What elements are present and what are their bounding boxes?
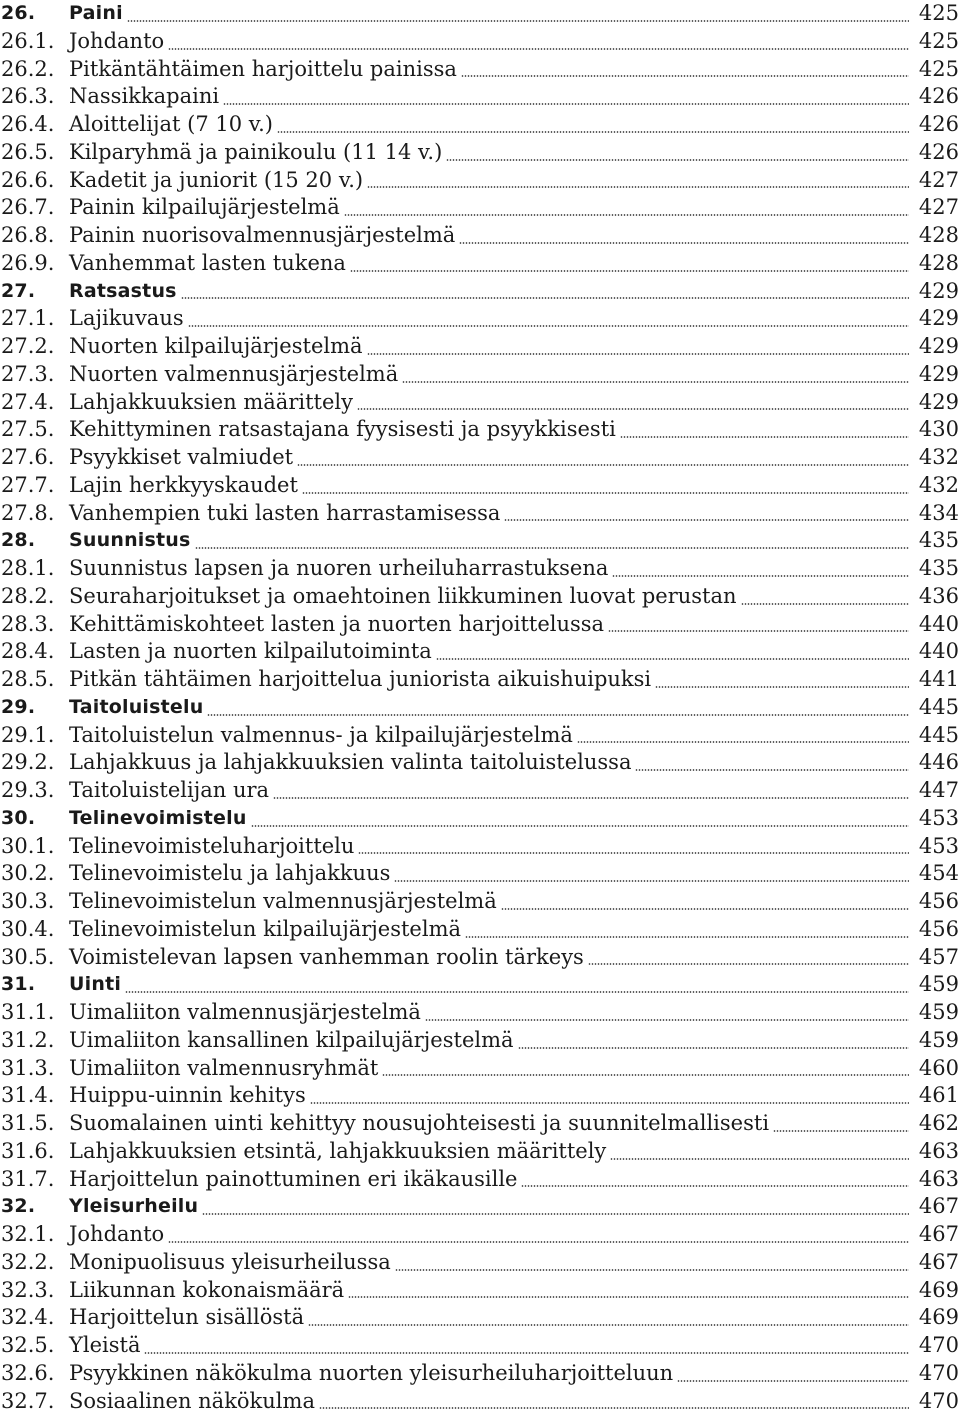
dot-leader (367, 186, 909, 188)
toc-entry-title: Yleistä (69, 1332, 144, 1360)
toc-entry-title: Sosiaalinen näkökulma (69, 1388, 319, 1415)
toc-section-42[interactable] (0, 1166, 960, 1194)
dot-leader (357, 408, 909, 410)
dot-leader (465, 936, 909, 938)
toc-entry-title: Psyykkiset valmiudet (69, 444, 297, 472)
toc-entry-number: 32.4. (0, 1304, 69, 1332)
toc-section-11[interactable] (0, 305, 960, 333)
dot-leader (677, 1380, 909, 1382)
dot-leader (207, 714, 909, 716)
toc-entry-number: 26.6. (0, 167, 69, 195)
toc-entry-title: Kadetit ja juniorit (15 20 v.) (69, 167, 367, 195)
dot-leader (344, 214, 909, 216)
toc-entry-title: Uimaliiton valmennusjärjestelmä (69, 999, 425, 1027)
toc-section-47[interactable] (0, 1304, 960, 1332)
toc-entry-page: 429 (917, 361, 960, 389)
toc-section-38[interactable] (0, 1055, 960, 1083)
toc-entry-page: 469 (917, 1304, 960, 1332)
toc-entry-number: 28.2. (0, 583, 69, 611)
toc-section-44[interactable] (0, 1221, 960, 1249)
toc-section-39[interactable] (0, 1082, 960, 1110)
toc-entry-number: 27.5. (0, 416, 69, 444)
toc-entry-number: 27.6. (0, 444, 69, 472)
toc-entry-page: 463 (917, 1166, 960, 1194)
toc-entry-title: Lahjakkuus ja lahjakkuuksien valinta taitoluistelussa (69, 749, 635, 777)
toc-entry-title: Pitkäntähtäimen harjoittelu painissa (69, 56, 461, 84)
toc-entry-title: Kehittyminen ratsastajana fyysisesti ja psyykkisesti (69, 416, 620, 444)
toc-entry-page: 460 (917, 1055, 960, 1083)
toc-entry-title: Vanhempien tuki lasten harrastamisessa (69, 500, 504, 528)
toc-entry-title: Liikunnan kokonaismäärä (69, 1277, 348, 1305)
toc-entry-title: Voimistelevan lapsen vanhemman roolin tärkeys (69, 944, 588, 972)
dot-leader (188, 325, 909, 327)
dot-leader (741, 603, 909, 605)
toc-section-24[interactable] (0, 666, 960, 694)
toc-entry-page: 428 (917, 222, 960, 250)
toc-entry-page: 427 (917, 167, 960, 195)
toc-section-26[interactable] (0, 722, 960, 750)
toc-entry-page: 432 (917, 472, 960, 500)
toc-entry-page: 445 (917, 722, 960, 750)
dot-leader (382, 1074, 909, 1076)
toc-entry-page: 461 (917, 1082, 960, 1110)
toc-entry-page: 430 (917, 416, 960, 444)
toc-entry-title: Johdanto (69, 1221, 168, 1249)
toc-entry-number: 31.3. (0, 1055, 69, 1083)
toc-chapter-0[interactable] (0, 0, 960, 28)
toc-entry-number: 26.7. (0, 194, 69, 222)
dot-leader (319, 1407, 909, 1409)
toc-entry-title: Vanhemmat lasten tukena (69, 250, 350, 278)
toc-chapter-43[interactable] (0, 1193, 960, 1221)
toc-entry-title: Nuorten valmennusjärjestelmä (69, 361, 402, 389)
dot-leader (521, 1185, 909, 1187)
toc-entry-title: Nuorten kilpailujärjestelmä (69, 333, 367, 361)
toc-entry-number: 30.3. (0, 888, 69, 916)
dot-leader (350, 270, 909, 272)
toc-entry-title: Harjoittelun painottuminen eri ikäkausille (69, 1166, 521, 1194)
dot-leader (612, 575, 909, 577)
toc-entry-title: Uinti (69, 971, 125, 999)
toc-entry-number: 27.7. (0, 472, 69, 500)
toc-entry-page: 434 (917, 500, 960, 528)
dot-leader (394, 880, 909, 882)
toc-entry-number: 31.4. (0, 1082, 69, 1110)
toc-entry-title: Painin nuorisovalmennusjärjestelmä (69, 222, 459, 250)
toc-entry-title: Telinevoimistelun valmennusjärjestelmä (69, 888, 501, 916)
toc-entry-number: 29.2. (0, 749, 69, 777)
dot-leader (436, 658, 909, 660)
toc-section-21[interactable] (0, 583, 960, 611)
toc-section-23[interactable] (0, 638, 960, 666)
toc-entry-title: Telinevoimistelu ja lahjakkuus (69, 860, 394, 888)
toc-entry-page: 435 (917, 527, 960, 555)
toc-entry-number: 31. (0, 971, 69, 999)
dot-leader (308, 1324, 909, 1326)
toc-entry-page: 467 (917, 1193, 960, 1221)
dot-leader (297, 464, 909, 466)
toc-entry-title: Uimaliiton kansallinen kilpailujärjestelmä (69, 1027, 518, 1055)
toc-entry-number: 31.7. (0, 1166, 69, 1194)
toc-entry-title: Monipuolisuus yleisurheilussa (69, 1249, 395, 1277)
toc-chapter-29[interactable] (0, 805, 960, 833)
toc-entry-page: 426 (917, 111, 960, 139)
toc-entry-page: 429 (917, 389, 960, 417)
toc-entry-page: 425 (917, 0, 960, 28)
toc-entry-title: Lahjakkuuksien etsintä, lahjakkuuksien määrittely (69, 1138, 610, 1166)
dot-leader (588, 963, 909, 965)
toc-entry-number: 28.3. (0, 611, 69, 639)
toc-section-13[interactable] (0, 361, 960, 389)
toc-entry-page: 425 (917, 56, 960, 84)
toc-entry-number: 27.2. (0, 333, 69, 361)
toc-entry-title: Painin kilpailujärjestelmä (69, 194, 344, 222)
toc-entry-number: 31.5. (0, 1110, 69, 1138)
dot-leader (277, 131, 909, 133)
toc-entry-number: 30.5. (0, 944, 69, 972)
toc-entry-number: 28.4. (0, 638, 69, 666)
toc-section-49[interactable] (0, 1360, 960, 1388)
toc-entry-page: 435 (917, 555, 960, 583)
dot-leader (501, 908, 909, 910)
toc-section-22[interactable] (0, 611, 960, 639)
toc-section-37[interactable] (0, 1027, 960, 1055)
dot-leader (635, 769, 909, 771)
toc-entry-title: Johdanto (69, 28, 168, 56)
dot-leader (773, 1130, 909, 1132)
toc-entry-page: 440 (917, 611, 960, 639)
toc-entry-page: 427 (917, 194, 960, 222)
dot-leader (310, 1102, 909, 1104)
toc-entry-page: 470 (917, 1388, 960, 1415)
dot-leader (144, 1352, 909, 1354)
toc-entry-number: 28. (0, 527, 69, 555)
toc-entry-title: Taitoluistelu (69, 694, 207, 722)
toc-section-7[interactable] (0, 194, 960, 222)
toc-section-3[interactable] (0, 83, 960, 111)
toc-entry-number: 26.9. (0, 250, 69, 278)
toc-section-45[interactable] (0, 1249, 960, 1277)
toc-entry-page: 470 (917, 1332, 960, 1360)
toc-entry-title: Nassikkapaini (69, 83, 223, 111)
toc-entry-number: 30. (0, 805, 69, 833)
toc-entry-number: 32.6. (0, 1360, 69, 1388)
toc-entry-number: 26.8. (0, 222, 69, 250)
toc-entry-number: 27.3. (0, 361, 69, 389)
toc-entry-page: 469 (917, 1277, 960, 1305)
toc-entry-number: 26.1. (0, 28, 69, 56)
toc-entry-title: Telinevoimisteluharjoittelu (69, 833, 358, 861)
toc-entry-number: 31.6. (0, 1138, 69, 1166)
dot-leader (367, 353, 909, 355)
toc-chapter-19[interactable] (0, 527, 960, 555)
toc-entry-number: 32.2. (0, 1249, 69, 1277)
toc-entry-page: 441 (917, 666, 960, 694)
toc-section-16[interactable] (0, 444, 960, 472)
dot-leader (251, 825, 909, 827)
toc-section-46[interactable] (0, 1277, 960, 1305)
toc-entry-page: 426 (917, 139, 960, 167)
dot-leader (504, 519, 909, 521)
toc-entry-title: Lahjakkuuksien määrittely (69, 389, 357, 417)
dot-leader (223, 103, 909, 105)
toc-entry-page: 447 (917, 777, 960, 805)
toc-entry-number: 32. (0, 1193, 69, 1221)
toc-entry-title: Ratsastus (69, 278, 181, 306)
toc-section-27[interactable] (0, 749, 960, 777)
toc-entry-page: 426 (917, 83, 960, 111)
toc-entry-number: 32.3. (0, 1277, 69, 1305)
dot-leader (655, 686, 909, 688)
dot-leader (195, 547, 909, 549)
dot-leader (358, 852, 909, 854)
toc-entry-page: 440 (917, 638, 960, 666)
toc-section-41[interactable] (0, 1138, 960, 1166)
toc-entry-number: 26.2. (0, 56, 69, 84)
dot-leader (425, 1019, 909, 1021)
toc-entry-number: 32.1. (0, 1221, 69, 1249)
toc-entry-number: 27. (0, 278, 69, 306)
toc-chapter-25[interactable] (0, 694, 960, 722)
toc-entry-number: 27.4. (0, 389, 69, 417)
toc-section-6[interactable] (0, 167, 960, 195)
toc-entry-title: Aloittelijat (7 10 v.) (69, 111, 277, 139)
toc-entry-number: 26.3. (0, 83, 69, 111)
toc-chapter-35[interactable] (0, 971, 960, 999)
toc-entry-title: Telinevoimistelun kilpailujärjestelmä (69, 916, 465, 944)
toc-entry-title: Taitoluistelun valmennus- ja kilpailujärjestelmä (69, 722, 577, 750)
toc-entry-title: Paini (69, 0, 127, 28)
toc-entry-page: 463 (917, 1138, 960, 1166)
toc-section-5[interactable] (0, 139, 960, 167)
toc-section-30[interactable] (0, 833, 960, 861)
toc-entry-title: Taitoluistelijan ura (69, 777, 273, 805)
toc-section-20[interactable] (0, 555, 960, 583)
toc-entry-page: 453 (917, 805, 960, 833)
dot-leader (125, 991, 909, 993)
toc-entry-number: 31.2. (0, 1027, 69, 1055)
dot-leader (168, 48, 909, 50)
dot-leader (610, 1158, 909, 1160)
toc-entry-page: 459 (917, 999, 960, 1027)
toc-entry-number: 26.4. (0, 111, 69, 139)
toc-section-4[interactable] (0, 111, 960, 139)
toc-entry-number: 28.5. (0, 666, 69, 694)
dot-leader (620, 436, 909, 438)
toc-entry-title: Suunnistus (69, 527, 195, 555)
toc-entry-number: 27.1. (0, 305, 69, 333)
toc-entry-page: 462 (917, 1110, 960, 1138)
toc-entry-title: Suomalainen uinti kehittyy nousujohteisesti ja suunnitelmallisesti (69, 1110, 773, 1138)
toc-entry-number: 28.1. (0, 555, 69, 583)
toc-section-36[interactable] (0, 999, 960, 1027)
dot-leader (518, 1047, 909, 1049)
toc-entry-title: Seuraharjoitukset ja omaehtoinen liikkuminen luovat perustan (69, 583, 741, 611)
toc-entry-number: 29.3. (0, 777, 69, 805)
toc-entry-page: 470 (917, 1360, 960, 1388)
toc-entry-number: 29.1. (0, 722, 69, 750)
toc-entry-title: Lajin herkkyyskaudet (69, 472, 302, 500)
toc-entry-page: 429 (917, 278, 960, 306)
toc-entry-page: 432 (917, 444, 960, 472)
toc-entry-title: Harjoittelun sisällöstä (69, 1304, 308, 1332)
toc-entry-title: Suunnistus lapsen ja nuoren urheiluharrastuksena (69, 555, 612, 583)
toc-entry-number: 29. (0, 694, 69, 722)
toc-entry-page: 446 (917, 749, 960, 777)
toc-entry-number: 26. (0, 0, 69, 28)
dot-leader (459, 242, 909, 244)
toc-chapter-10[interactable] (0, 278, 960, 306)
toc-entry-title: Psyykkinen näkökulma nuorten yleisurheiluharjoitteluun (69, 1360, 677, 1388)
toc-section-17[interactable] (0, 472, 960, 500)
toc-section-1[interactable] (0, 28, 960, 56)
toc-entry-page: 459 (917, 971, 960, 999)
toc-entry-page: 429 (917, 333, 960, 361)
toc-entry-page: 429 (917, 305, 960, 333)
toc-section-12[interactable] (0, 333, 960, 361)
dot-leader (446, 159, 909, 161)
toc-entry-page: 456 (917, 916, 960, 944)
toc-entry-number: 26.5. (0, 139, 69, 167)
toc-entry-title: Kilparyhmä ja painikoulu (11 14 v.) (69, 139, 446, 167)
dot-leader (395, 1269, 909, 1271)
dot-leader (202, 1213, 909, 1215)
toc-entry-number: 30.4. (0, 916, 69, 944)
toc-entry-title: Pitkän tähtäimen harjoittelua juniorista aikuishuipuksi (69, 666, 655, 694)
toc-entry-page: 456 (917, 888, 960, 916)
dot-leader (302, 492, 909, 494)
toc-section-28[interactable] (0, 777, 960, 805)
toc-entry-title: Uimaliiton valmennusryhmät (69, 1055, 382, 1083)
toc-section-8[interactable] (0, 222, 960, 250)
toc-entry-number: 32.5. (0, 1332, 69, 1360)
toc-entry-number: 31.1. (0, 999, 69, 1027)
toc-entry-number: 30.1. (0, 833, 69, 861)
toc-section-14[interactable] (0, 389, 960, 417)
toc-section-40[interactable] (0, 1110, 960, 1138)
toc-entry-number: 27.8. (0, 500, 69, 528)
toc-entry-number: 32.7. (0, 1388, 69, 1415)
toc-section-15[interactable] (0, 416, 960, 444)
toc-entry-page: 453 (917, 833, 960, 861)
dot-leader (127, 20, 909, 22)
toc-entry-title: Lajikuvaus (69, 305, 188, 333)
toc-entry-title: Telinevoimistelu (69, 805, 251, 833)
toc-entry-page: 445 (917, 694, 960, 722)
dot-leader (461, 75, 909, 77)
toc-section-9[interactable] (0, 250, 960, 278)
toc-entry-page: 467 (917, 1249, 960, 1277)
toc-entry-page: 425 (917, 28, 960, 56)
toc-entry-title: Yleisurheilu (69, 1193, 202, 1221)
dot-leader (348, 1296, 909, 1298)
dot-leader (608, 630, 909, 632)
toc-entry-page: 436 (917, 583, 960, 611)
dot-leader (577, 741, 909, 743)
toc-section-2[interactable] (0, 56, 960, 84)
toc-entry-page: 428 (917, 250, 960, 278)
dot-leader (273, 797, 909, 799)
toc-section-34[interactable] (0, 944, 960, 972)
toc-entry-page: 459 (917, 1027, 960, 1055)
toc-entry-page: 454 (917, 860, 960, 888)
dot-leader (168, 1241, 909, 1243)
toc-section-33[interactable] (0, 916, 960, 944)
toc-entry-page: 467 (917, 1221, 960, 1249)
toc-entry-title: Lasten ja nuorten kilpailutoiminta (69, 638, 436, 666)
toc-section-18[interactable] (0, 500, 960, 528)
toc-section-31[interactable] (0, 860, 960, 888)
dot-leader (402, 381, 909, 383)
toc-entry-title: Huippu-uinnin kehitys (69, 1082, 310, 1110)
toc-section-32[interactable] (0, 888, 960, 916)
dot-leader (181, 297, 909, 299)
toc-entry-page: 457 (917, 944, 960, 972)
toc-section-48[interactable] (0, 1332, 960, 1360)
toc-entry-number: 30.2. (0, 860, 69, 888)
toc-entry-title: Kehittämiskohteet lasten ja nuorten harjoittelussa (69, 611, 608, 639)
